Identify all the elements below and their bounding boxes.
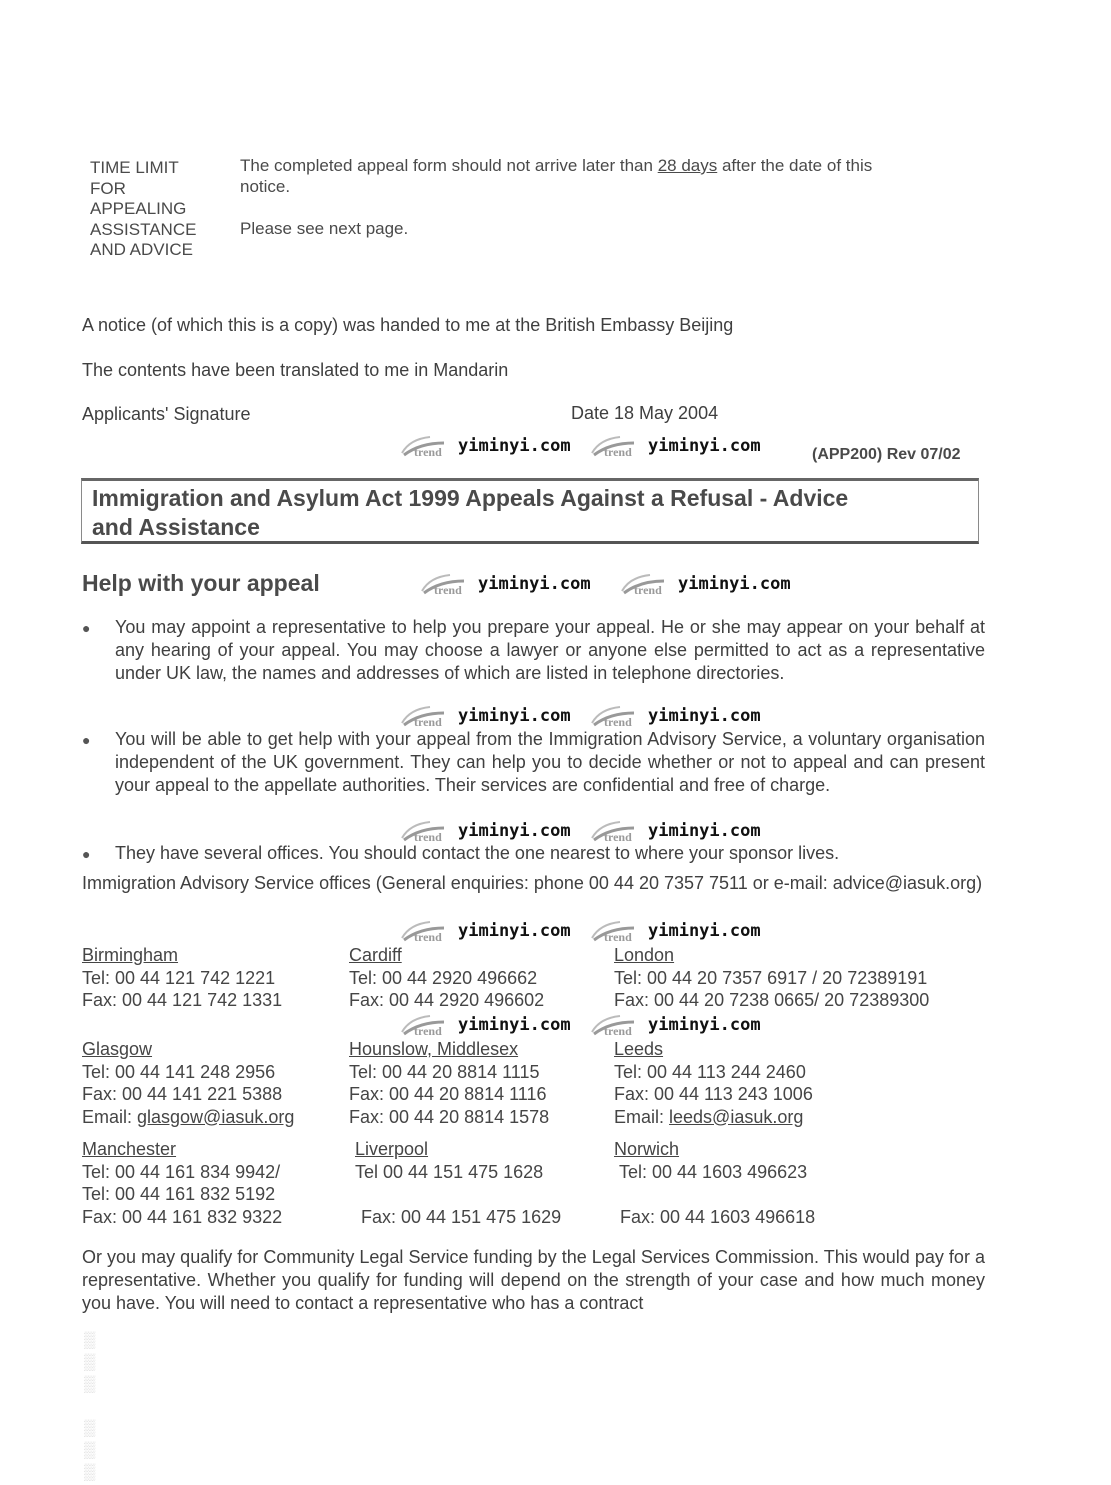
watermark-logo-text: trend [414,1024,442,1036]
office-name: Leeds [614,1039,664,1059]
notice-statement: A notice (of which this is a copy) was handed to me at the British Embassy Beijing [82,315,734,335]
office-fax: Fax: 00 44 151 475 1629 [361,1206,562,1227]
trend-logo-icon [400,1014,456,1036]
office-birmingham [82,944,282,1012]
trend-logo-icon [400,820,456,842]
watermark-text: yiminyi.com [648,1015,761,1035]
office-email [614,1106,813,1129]
trend-logo-icon [420,573,476,595]
scan-artifact: ▒ ▒ ▒ ▒ ▒ ▒ [84,1332,96,1481]
time-limit-text [240,156,872,197]
watermark [400,820,571,842]
office-name: Birmingham [82,945,179,965]
office-fax: Fax: 00 44 20 7238 0665/ 20 72389300 [614,990,930,1010]
trend-logo-icon [590,1014,646,1036]
office-hounslow [349,1038,549,1128]
watermark-logo-text: trend [414,445,442,457]
watermark-text: yiminyi.com [648,436,761,456]
office-fax: Fax: 00 44 20 8814 1578 [349,1106,550,1127]
office-tel: Tel: 00 44 161 832 5192 [82,1184,276,1204]
title-line-1: Immigration and Asylum Act 1999 Appeals Against a Refusal - Advice [92,485,849,511]
ias-intro: Immigration Advisory Service offices (General enquiries: phone 00 44 20 7357 7511 or e-mail: advice@iasuk.org) [82,873,983,893]
watermark [400,705,571,727]
office-fax: Fax: 00 44 1603 496618 [620,1206,816,1227]
email-label: Email: [614,1106,670,1127]
watermark [590,820,761,842]
label-line: AND ADVICE [90,240,193,259]
office-fax: Fax: 00 44 20 8814 1116 [349,1084,547,1104]
email-link[interactable]: leeds@iasuk.org [669,1106,804,1127]
watermark [590,920,761,942]
watermark-text: yiminyi.com [458,706,571,726]
bullet-icon: ● [82,846,91,862]
watermark [590,705,761,727]
bullet-item: You may appoint a representative to help you prepare your appeal. He or she may appear on your behalf at any hearing of your appeal. You may choose a lawyer or anyone else permitted to act as a representative under UK law, the names and addresses of which are listed in telephone directories. [115,617,985,683]
watermark-logo-text: trend [414,715,442,727]
office-fax: Fax: 00 44 161 832 9322 [82,1206,283,1227]
watermark-logo-text: trend [604,930,632,942]
office-fax: Fax: 00 44 113 243 1006 [614,1084,813,1104]
office-fax: Fax: 00 44 2920 496602 [349,990,545,1010]
office-email [82,1106,294,1129]
watermark [620,573,791,595]
trend-logo-icon [590,705,646,727]
watermark [400,435,571,457]
bullet-icon: ● [82,620,91,636]
watermark-text: yiminyi.com [458,1015,571,1035]
trend-logo-icon [590,435,646,457]
office-fax: Fax: 00 44 141 221 5388 [82,1084,283,1104]
bullet-item: They have several offices. You should contact the one nearest to where your sponsor lives. [115,843,840,863]
office-tel: Tel: 00 44 141 248 2956 [82,1061,276,1082]
office-name: Hounslow, Middlesex [349,1039,519,1059]
trend-logo-icon [400,435,456,457]
email-link[interactable]: glasgow@iasuk.org [137,1106,295,1127]
bullet-item: You will be able to get help with your appeal from the Immigration Advisory Service, a voluntary organisation independent of the UK government. They can help you to decide whether or not to appeal and can present your appeal to the appellate authorities. Their services are confidential and free of charge. [115,729,985,795]
translation-statement: The contents have been translated to me in Mandarin [82,360,509,380]
watermark-text: yiminyi.com [458,921,571,941]
title-box [81,478,979,544]
signature-label: Applicants' Signature [82,404,251,424]
watermark [420,573,591,595]
time-limit-text-end: after the date of this [717,156,873,175]
watermark [590,435,761,457]
watermark-logo-text: trend [604,715,632,727]
office-name: Cardiff [349,945,402,965]
watermark-text: yiminyi.com [648,921,761,941]
office-tel: Tel: 00 44 20 8814 1115 [349,1061,540,1082]
office-tel: Tel: 00 44 121 742 1221 [82,967,276,988]
watermark [590,1014,761,1036]
title-line-2: and Assistance [92,514,260,540]
office-norwich [614,1138,815,1228]
form-reference: (APP200) Rev 07/02 [812,446,961,463]
spacer [614,1183,815,1206]
office-name: Manchester [82,1139,177,1159]
watermark-logo-text: trend [414,830,442,842]
office-tel: Tel: 00 44 113 244 2460 [614,1061,806,1082]
time-limit-text-line2: notice. [240,176,291,196]
watermark-logo-text: trend [414,930,442,942]
trend-logo-icon [400,705,456,727]
office-name: London [614,945,675,965]
label-line: ASSISTANCE [90,219,197,239]
watermark-logo-text: trend [434,583,462,595]
spacer [355,1183,561,1206]
watermark-text: yiminyi.com [678,574,791,594]
office-fax: Fax: 00 44 121 742 1331 [82,990,283,1010]
label-line: APPEALING [90,199,187,218]
watermark-logo-text: trend [604,445,632,457]
office-tel: Tel: 00 44 20 7357 6917 / 20 72389191 [614,967,928,988]
date-label: Date 18 May 2004 [571,403,719,423]
section-heading: Help with your appeal [82,570,320,596]
office-tel: Tel: 00 44 1603 496623 [619,1161,808,1182]
office-london [614,944,929,1012]
watermark [400,920,571,942]
watermark-text: yiminyi.com [478,574,591,594]
trend-logo-icon [590,820,646,842]
email-label: Email: [82,1106,138,1127]
trend-logo-icon [590,920,646,942]
watermark-text: yiminyi.com [648,706,761,726]
funding-paragraph: Or you may qualify for Community Legal Service funding by the Legal Services Commission. This would pay for a representative. Whether you qualify for funding will depend on the strength of your case and how much money you have. You will need to contact a representative who has a contract [82,1247,985,1313]
trend-logo-icon [400,920,456,942]
time-limit-label [90,158,196,261]
office-tel: Tel: 00 44 161 834 9942/ [82,1161,281,1182]
watermark-text: yiminyi.com [648,821,761,841]
trend-logo-icon [620,573,676,595]
time-limit-text-start: The completed appeal form should not arrive later than [240,156,658,175]
label-line: FOR [90,178,126,198]
deadline-days: 28 days [657,156,718,175]
office-cardiff [349,944,544,1012]
office-name: Glasgow [82,1039,153,1059]
bullet-icon: ● [82,732,91,748]
office-tel: Tel 00 44 151 475 1628 [355,1161,544,1182]
office-name: Liverpool [355,1139,429,1159]
watermark-logo-text: trend [634,583,662,595]
label-line: TIME LIMIT [90,158,179,177]
watermark-logo-text: trend [604,1024,632,1036]
watermark [400,1014,571,1036]
see-next-page: Please see next page. [240,219,409,238]
watermark-text: yiminyi.com [458,436,571,456]
office-glasgow [82,1038,294,1128]
watermark-text: yiminyi.com [458,821,571,841]
office-name: Norwich [614,1139,680,1159]
office-leeds [614,1038,813,1128]
office-manchester [82,1138,282,1228]
office-tel: Tel: 00 44 2920 496662 [349,967,538,988]
watermark-logo-text: trend [604,830,632,842]
document-title [82,481,978,542]
office-liverpool [355,1138,561,1228]
